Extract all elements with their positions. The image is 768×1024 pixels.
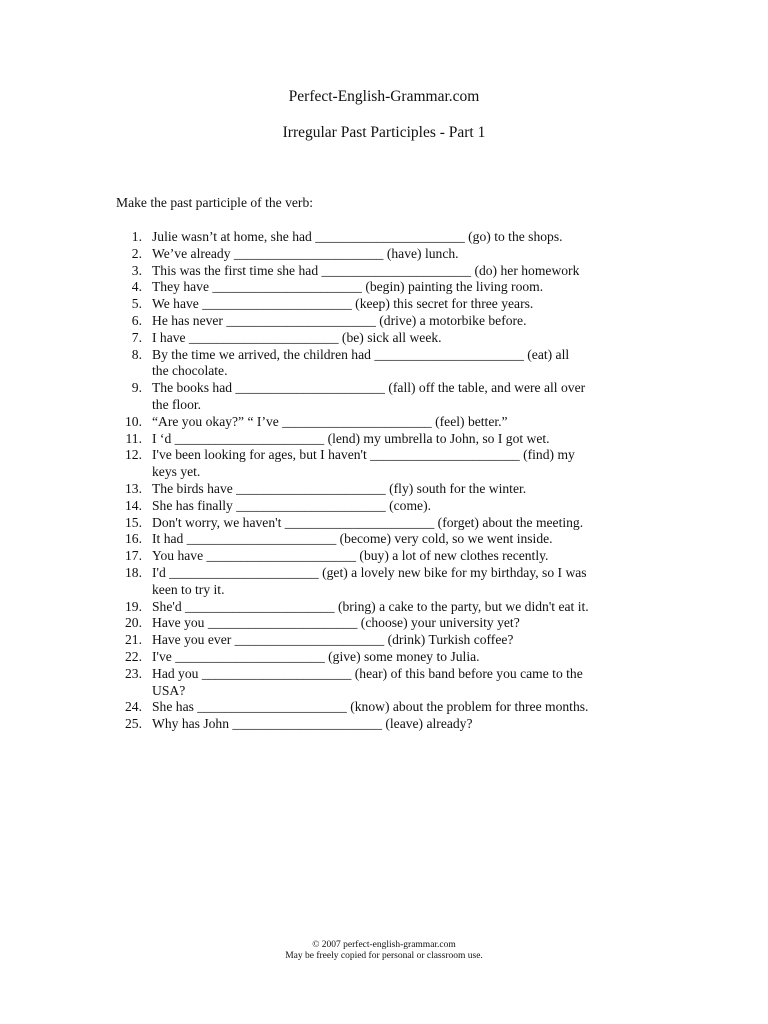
exercise-item (0, 263, 768, 280)
exercise-number: 14. (125, 497, 142, 513)
exercise-number: 5. (131, 296, 142, 312)
exercise-sentence: Julie wasn’t at home, she had ______________________ (go) to the shops. (152, 229, 563, 244)
exercise-item (0, 599, 768, 616)
exercise-number: 21. (125, 632, 142, 648)
exercise-sentence: I ‘d ______________________ (lend) my umbrella to John, so I got wet. (152, 430, 550, 446)
exercise-sentence: “Are you okay?” “ I’ve ______________________ (feel) better.” (152, 413, 508, 429)
exercise-item (0, 632, 768, 649)
exercise-item (0, 515, 768, 532)
exercise-number: 4. (131, 279, 142, 295)
exercise-sentence: She'd ______________________ (bring) a cake to the party, but we didn't eat it. (152, 598, 589, 614)
exercise-sentence: They have ______________________ (begin) painting the living room. (152, 279, 544, 295)
exercise-number: 22. (125, 648, 142, 664)
exercise-number: 18. (125, 564, 142, 580)
exercise-number: 19. (125, 598, 142, 614)
exercise-item (0, 246, 768, 263)
exercise-sentence: We’ve already ______________________ (have) lunch. (152, 245, 459, 261)
exercise-item (0, 279, 768, 296)
exercise-number: 3. (131, 262, 142, 278)
exercise-number: 10. (125, 413, 142, 429)
exercise-number: 20. (125, 615, 142, 631)
exercise-number: 13. (125, 480, 142, 496)
page-title: Irregular Past Participles - Part 1 (282, 124, 486, 141)
exercise-sentence: I'd ______________________ (get) a lovely new bike for my birthday, so I was keen to try it. (152, 564, 587, 597)
exercise-number: 12. (125, 447, 142, 463)
exercise-sentence: By the time we arrived, the children had ______________________ (eat) all the chocolate. (152, 346, 570, 379)
exercise-item (0, 716, 768, 733)
exercise-item (0, 380, 768, 414)
exercise-number: 9. (131, 380, 142, 396)
exercise-number: 11. (125, 430, 142, 446)
instructions: Make the past participle of the verb: (116, 195, 314, 210)
exercise-number: 16. (125, 531, 142, 547)
exercise-number: 2. (131, 245, 142, 261)
footer (0, 940, 768, 962)
exercise-number: 8. (131, 346, 142, 362)
exercise-sentence: He has never ______________________ (drive) a motorbike before. (152, 312, 527, 328)
exercise-item (0, 313, 768, 330)
exercise-sentence: She has ______________________ (know) about the problem for three months. (152, 699, 589, 715)
exercise-sentence: Don't worry, we haven't ______________________ (forget) about the meeting. (152, 514, 584, 530)
exercise-item (0, 666, 768, 700)
exercise-item (0, 447, 768, 481)
exercise-sentence: Have you ______________________ (choose) your university yet? (152, 615, 520, 631)
exercise-sentence: You have ______________________ (buy) a lot of new clothes recently. (152, 548, 549, 564)
exercise-item (0, 548, 768, 565)
exercise-item (0, 565, 768, 599)
exercise-sentence: It had ______________________ (become) very cold, so we went inside. (152, 531, 553, 547)
exercise-item (0, 414, 768, 431)
exercise-item (0, 649, 768, 666)
exercise-sentence: I have ______________________ (be) sick all week. (152, 329, 442, 345)
exercise-item (0, 347, 768, 381)
exercise-item (0, 229, 768, 246)
exercise-sentence: The books had ______________________ (fall) off the table, and were all over the floor. (152, 380, 586, 412)
exercise-item (0, 431, 768, 448)
exercise-item (0, 481, 768, 498)
exercise-item (0, 330, 768, 347)
exercise-item (0, 699, 768, 716)
exercise-sentence: Have you ever ______________________ (drink) Turkish coffee? (152, 632, 514, 648)
exercise-number: 17. (125, 548, 142, 564)
exercise-item (0, 531, 768, 548)
exercise-sentence: I've been looking for ages, but I haven't ______________________ (find) my keys yet. (152, 447, 575, 480)
exercise-sentence: Why has John ______________________ (leave) already? (152, 716, 473, 732)
exercise-number: 1. (131, 229, 142, 244)
exercise-number: 23. (125, 665, 142, 681)
exercise-sentence: She has finally ______________________ (come). (152, 497, 432, 513)
exercise-item (0, 498, 768, 515)
exercise-number: 6. (131, 312, 142, 328)
exercise-sentence: The birds have ______________________ (fly) south for the winter. (152, 480, 527, 496)
footer-copyright: © 2007 perfect-english-grammar.com (312, 940, 456, 950)
exercise-number: 7. (131, 329, 142, 345)
footer-license: May be freely copied for personal or classroom use. (285, 951, 483, 961)
site-title: Perfect-English-Grammar.com (288, 88, 480, 105)
exercise-number: 15. (125, 514, 142, 530)
exercise-sentence: I've ______________________ (give) some money to Julia. (152, 648, 480, 664)
exercise-number: 25. (125, 716, 142, 732)
exercise-list (0, 229, 768, 733)
exercise-sentence: This was the first time she had ______________________ (do) her homework (152, 262, 580, 278)
exercise-number: 24. (125, 699, 142, 715)
exercise-sentence: We have ______________________ (keep) this secret for three years. (152, 296, 534, 312)
exercise-item (0, 296, 768, 313)
exercise-sentence: Had you ______________________ (hear) of this band before you came to the USA? (152, 665, 583, 698)
exercise-item (0, 615, 768, 632)
